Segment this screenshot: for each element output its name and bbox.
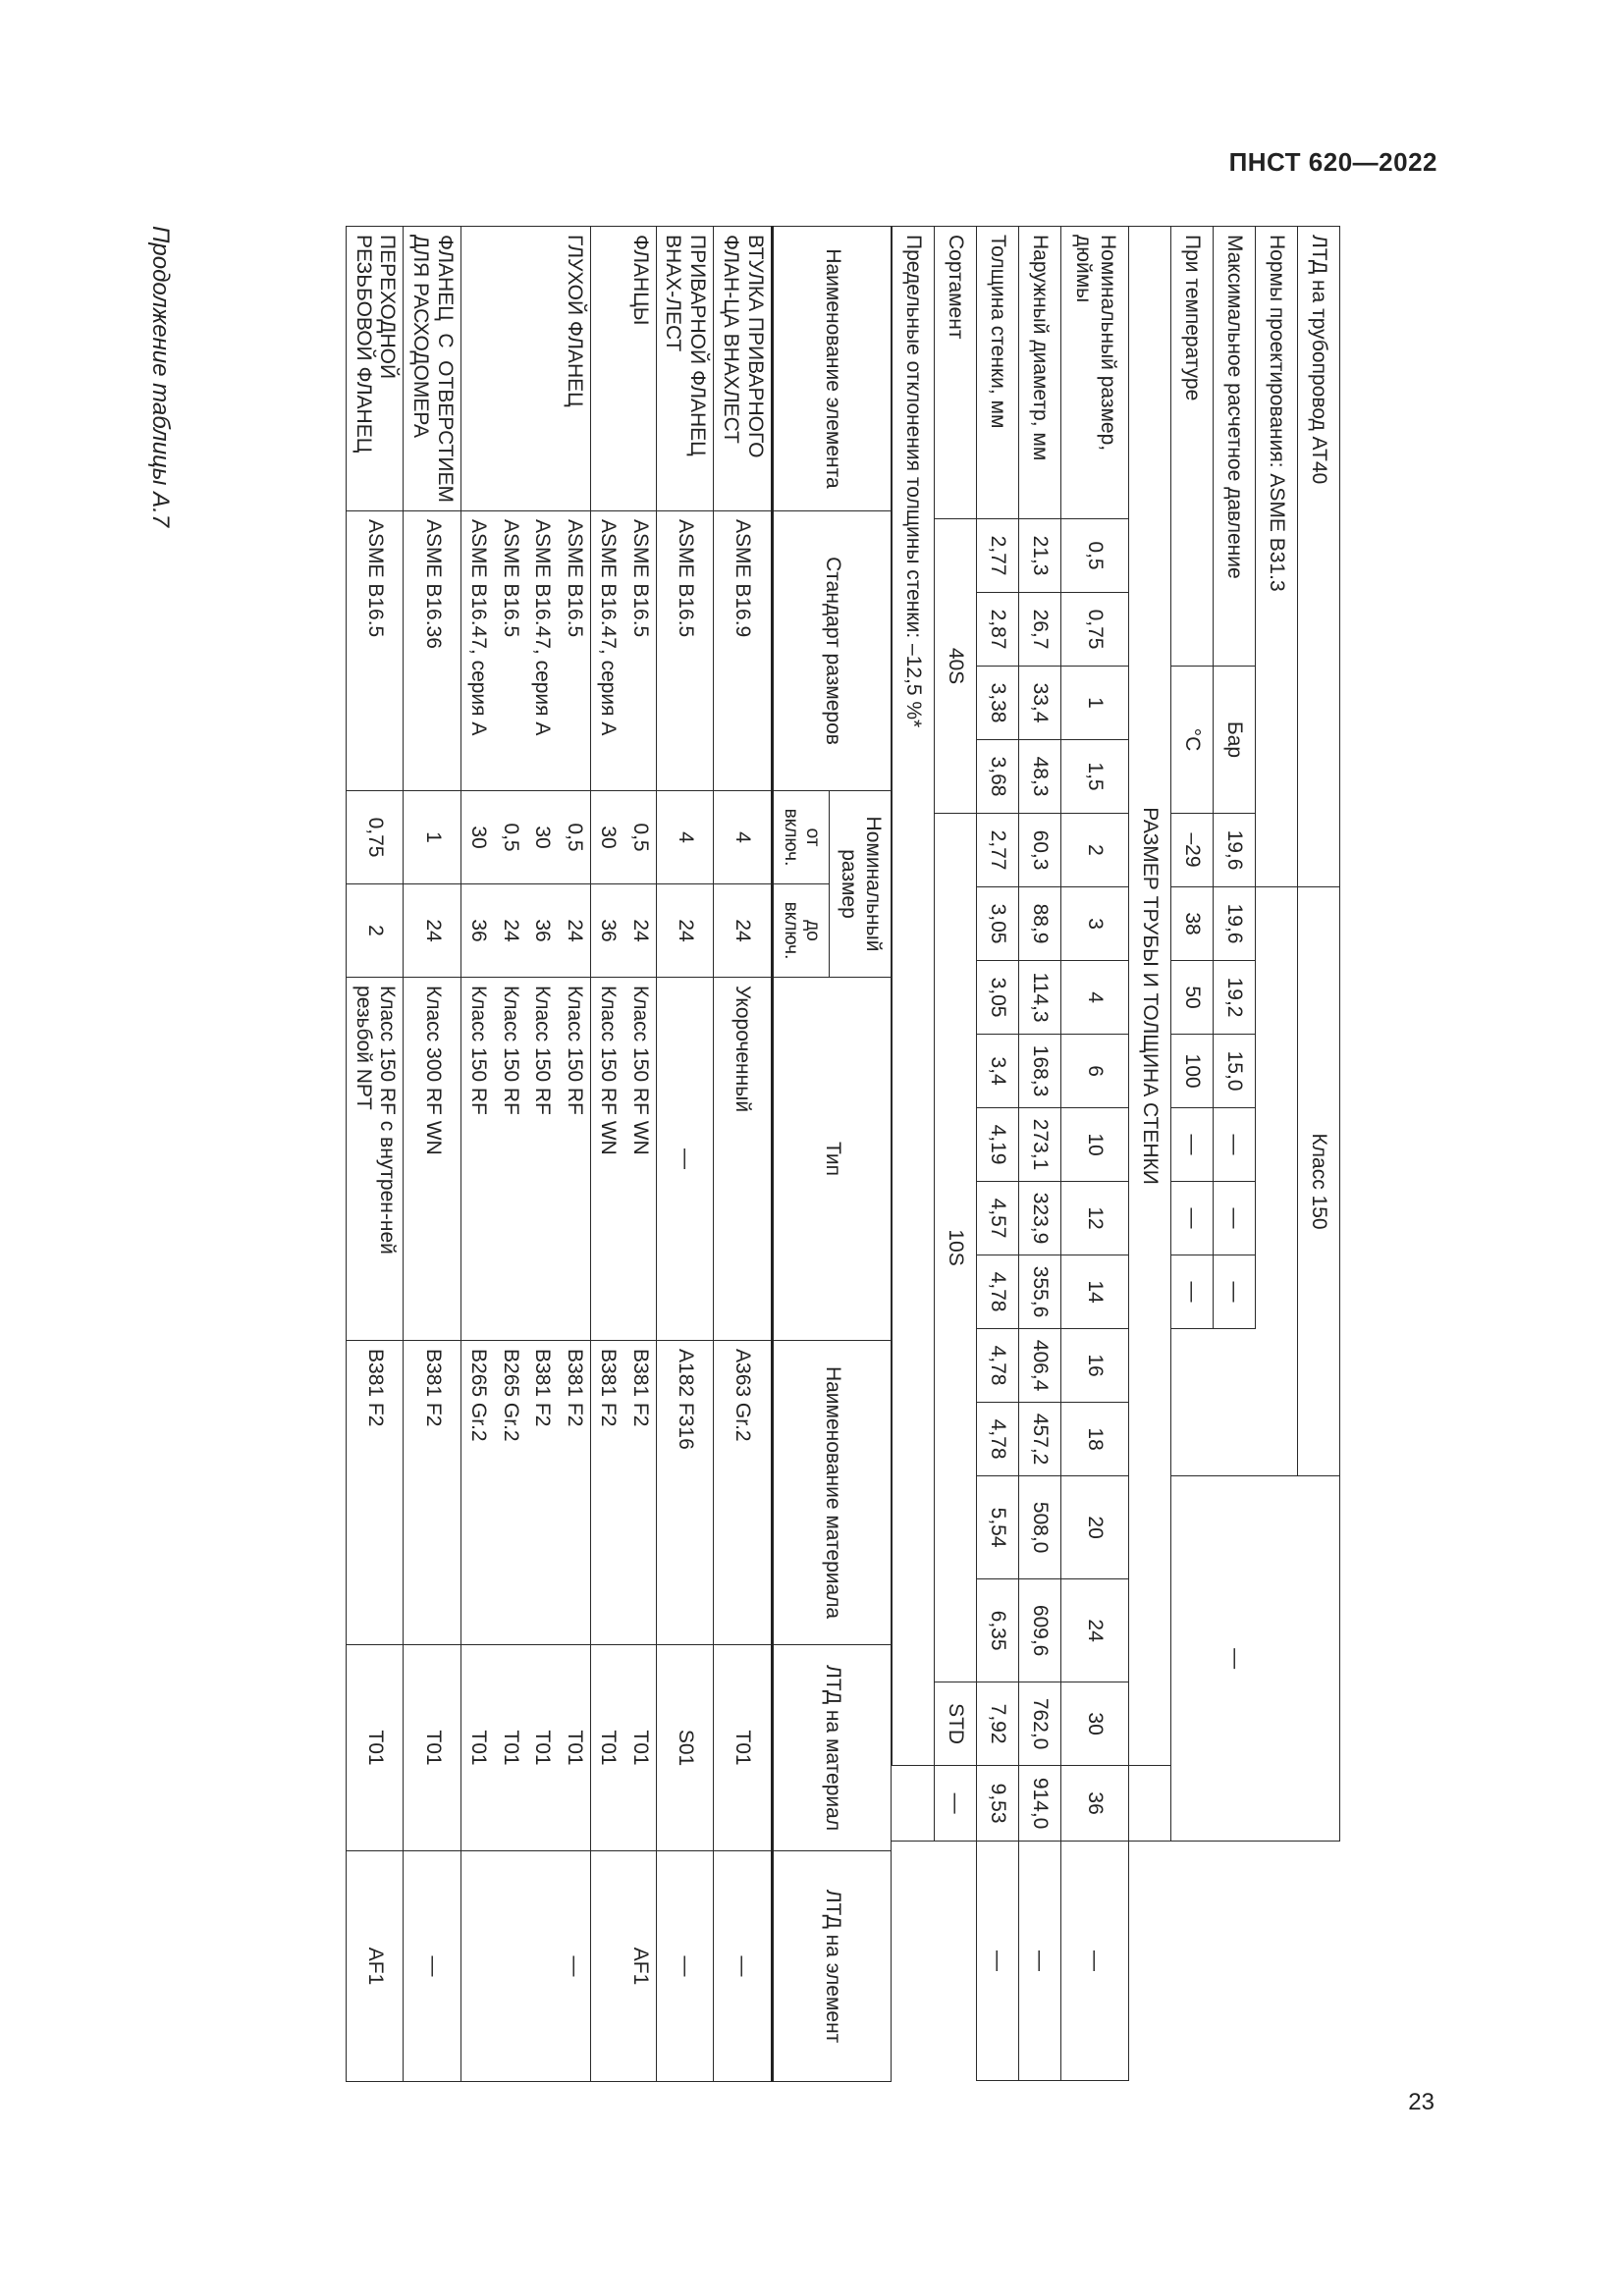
element-material: B381 F2 (623, 1341, 656, 1645)
class-label: Класс 150 (1298, 887, 1340, 1476)
element-ltd-element: — (714, 1851, 773, 2082)
tolerance-blank (893, 1766, 935, 1842)
element-material: A182 F316 (656, 1341, 714, 1645)
pressure-value: 19,6 (1214, 887, 1256, 961)
nominal-size-cell: 2 (1061, 814, 1129, 887)
elements-table (346, 226, 892, 2082)
element-to: 24 (656, 884, 714, 978)
element-material: B381 F2 (591, 1341, 623, 1645)
outer-diameter-cell: 88,9 (1019, 887, 1061, 961)
outer-diameter-cell: 355,6 (1019, 1255, 1061, 1329)
element-material: B381 F2 (404, 1341, 461, 1645)
wall-thickness-cell: 7,92 (977, 1682, 1019, 1766)
nominal-size-cell: 12 (1061, 1182, 1129, 1255)
element-type: Класс 150 RF (494, 978, 526, 1341)
document-code: ПНСТ 620—2022 (1228, 147, 1437, 177)
element-ltd-material: T01 (558, 1645, 590, 1851)
wall-thickness-cell: 2,77 (977, 519, 1019, 593)
element-to: 24 (623, 884, 656, 978)
nominal-size-cell: 1,5 (1061, 740, 1129, 814)
element-type: Укороченный (714, 978, 773, 1341)
temperature-value: — (1171, 1255, 1214, 1329)
header-blank (1298, 1476, 1340, 1842)
wall-thickness-cell: 3,4 (977, 1035, 1019, 1108)
outer-diameter-cell: 48,3 (1019, 740, 1061, 814)
col-ltd-material: ЛТД на материал (772, 1645, 891, 1851)
element-from: 0,75 (346, 791, 404, 884)
element-name: ВТУЛКА ПРИВАРНОГО ФЛАН-ЦА ВНАХЛЕСТ (714, 227, 773, 511)
schedule-40s: 40S (935, 519, 977, 814)
temperature-blank (1171, 1329, 1214, 1476)
element-ltd-material: T01 (404, 1645, 461, 1851)
element-standard: ASME B16.5 (656, 511, 714, 791)
wall-thickness-cell: 2,87 (977, 593, 1019, 667)
element-name: ПЕРЕХОДНОЙ РЕЗЬБОВОЙ ФЛАНЕЦ (346, 227, 404, 511)
wall-thickness-cell: 4,78 (977, 1329, 1019, 1403)
nominal-size-cell: 20 (1061, 1476, 1129, 1579)
pipe-table (892, 226, 1340, 2081)
element-to: 36 (461, 884, 494, 978)
element-ltd-material: T01 (461, 1645, 494, 1851)
element-type: Класс 150 RF (526, 978, 559, 1341)
outer-diameter-cell: 273,1 (1019, 1108, 1061, 1182)
ltd-pipeline-label: ЛТД на трубопровод AT40 (1298, 227, 1340, 887)
element-from: 30 (526, 791, 559, 884)
element-material: B381 F2 (526, 1341, 559, 1645)
outer-diameter-label: Наружный диаметр, мм (1019, 227, 1061, 519)
element-name: ПРИВАРНОЙ ФЛАНЕЦ ВНАХ-ЛЕСТ (656, 227, 714, 511)
outer-diameter-dash: — (1019, 1842, 1061, 2081)
wall-thickness-cell: 3,05 (977, 961, 1019, 1035)
element-to: 2 (346, 884, 404, 978)
wall-thickness-cell: 4,57 (977, 1182, 1019, 1255)
element-ltd-material: S01 (656, 1645, 714, 1851)
pressure-value: 19,2 (1214, 961, 1256, 1035)
outer-diameter-cell: 508,0 (1019, 1476, 1061, 1579)
temperature-label: При температуре (1171, 227, 1214, 667)
nominal-size-label: Номинальный размер, дюймы (1061, 227, 1129, 519)
element-ltd-element: — (404, 1851, 461, 2082)
element-type: Класс 150 RF с внутрен-ней резьбой NPT (346, 978, 404, 1341)
nominal-size-cell: 6 (1061, 1035, 1129, 1108)
temperature-value: — (1171, 1182, 1214, 1255)
element-to: 24 (404, 884, 461, 978)
schedule-label: Сортамент (935, 227, 977, 519)
outer-diameter-cell: 457,2 (1019, 1403, 1061, 1476)
element-from: 30 (591, 791, 623, 884)
pressure-blank (1214, 1329, 1256, 1476)
pressure-unit: Бар (1214, 667, 1256, 814)
element-name: ГЛУХОЙ ФЛАНЕЦ (461, 227, 591, 511)
element-from: 1 (404, 791, 461, 884)
element-type: Класс 150 RF WN (591, 978, 623, 1341)
col-standard: Стандарт размеров (772, 511, 891, 791)
pipe-section-title: РАЗМЕР ТРУБЫ И ТОЛЩИНА СТЕНКИ (1129, 227, 1171, 1766)
temperature-value: 100 (1171, 1035, 1214, 1108)
wall-thickness-cell: 5,54 (977, 1476, 1019, 1579)
temperature-value: 38 (1171, 887, 1214, 961)
tolerance-note: Предельные отклонения толщины стенки: –12,5 %* (893, 227, 935, 1766)
element-from: 0,5 (494, 791, 526, 884)
element-from: 0,5 (558, 791, 590, 884)
col-ltd-element: ЛТД на элемент (772, 1851, 891, 2082)
col-type: Тип (772, 978, 891, 1341)
nominal-size-cell: 14 (1061, 1255, 1129, 1329)
nominal-size-cell: 4 (1061, 961, 1129, 1035)
element-from: 4 (656, 791, 714, 884)
element-type: Класс 150 RF (558, 978, 590, 1341)
nominal-size-cell: 0,75 (1061, 593, 1129, 667)
schedule-10s: 10S (935, 814, 977, 1682)
temperature-value: — (1171, 1108, 1214, 1182)
pressure-value: 19,6 (1214, 814, 1256, 887)
outer-diameter-cell: 33,4 (1019, 667, 1061, 740)
element-name: ФЛАНЕЦ С ОТВЕРСТИЕМ ДЛЯ РАСХОДОМЕРА (404, 227, 461, 511)
element-ltd-element: AF1 (346, 1851, 404, 2082)
element-type: Класс 150 RF (461, 978, 494, 1341)
outer-diameter-cell: 168,3 (1019, 1035, 1061, 1108)
design-code: Нормы проектирования: ASME B31.3 (1256, 227, 1298, 887)
schedule-dash: — (935, 1766, 977, 1842)
wall-thickness-cell: 3,05 (977, 887, 1019, 961)
nominal-size-cell: 30 (1061, 1682, 1129, 1766)
element-ltd-material: T01 (526, 1645, 559, 1851)
col-from: от включ. (772, 791, 830, 884)
nominal-size-cell: 1 (1061, 667, 1129, 740)
element-standard: ASME B16.5 (558, 511, 590, 791)
element-material: B265 Gr.2 (461, 1341, 494, 1645)
wall-thickness-cell: 4,78 (977, 1403, 1019, 1476)
element-from: 30 (461, 791, 494, 884)
header-dash: — (1171, 1476, 1298, 1842)
element-type: — (656, 978, 714, 1341)
outer-diameter-cell: 60,3 (1019, 814, 1061, 887)
max-pressure-label: Максимальное расчетное давление (1214, 227, 1256, 667)
schedule-std: STD (935, 1682, 977, 1766)
wall-thickness-label: Толщина стенки, мм (977, 227, 1019, 519)
wall-thickness-cell: 4,78 (977, 1255, 1019, 1329)
element-to: 36 (526, 884, 559, 978)
element-material: A363 Gr.2 (714, 1341, 773, 1645)
element-type: Класс 150 RF WN (623, 978, 656, 1341)
element-ltd-element: AF1 (591, 1851, 657, 2082)
element-ltd-material: T01 (623, 1645, 656, 1851)
element-to: 24 (494, 884, 526, 978)
element-to: 36 (591, 884, 623, 978)
outer-diameter-cell: 323,9 (1019, 1182, 1061, 1255)
nominal-size-dash: — (1061, 1842, 1129, 2081)
rotated-table-area (123, 226, 1340, 2081)
element-type: Класс 300 RF WN (404, 978, 461, 1341)
element-standard: ASME B16.47, серия А (591, 511, 623, 791)
nominal-size-cell: 10 (1061, 1108, 1129, 1182)
element-from: 4 (714, 791, 773, 884)
element-name: ФЛАНЦЫ (591, 227, 657, 511)
element-material: B265 Gr.2 (494, 1341, 526, 1645)
element-standard: ASME B16.47, серия А (526, 511, 559, 791)
temperature-unit: °C (1171, 667, 1214, 814)
col-nominal-size: Номинальный размер (830, 791, 892, 978)
element-standard: ASME B16.36 (404, 511, 461, 791)
element-ltd-material: T01 (591, 1645, 623, 1851)
col-material: Наименование материала (772, 1341, 891, 1645)
pressure-value: — (1214, 1255, 1256, 1329)
wall-thickness-cell: 6,35 (977, 1579, 1019, 1682)
element-material: B381 F2 (558, 1341, 590, 1645)
outer-diameter-cell: 762,0 (1019, 1682, 1061, 1766)
element-to: 24 (714, 884, 773, 978)
outer-diameter-cell: 609,6 (1019, 1579, 1061, 1682)
outer-diameter-cell: 914,0 (1019, 1766, 1061, 1842)
outer-diameter-cell: 26,7 (1019, 593, 1061, 667)
temperature-value: –29 (1171, 814, 1214, 887)
col-element-name: Наименование элемента (772, 227, 891, 511)
element-standard: ASME B16.9 (714, 511, 773, 791)
element-standard: ASME B16.5 (623, 511, 656, 791)
element-standard: ASME B16.5 (346, 511, 404, 791)
wall-thickness-cell: 3,68 (977, 740, 1019, 814)
wall-thickness-cell: 9,53 (977, 1766, 1019, 1842)
pressure-value: — (1214, 1108, 1256, 1182)
col-to: до включ. (772, 884, 830, 978)
nominal-size-cell: 16 (1061, 1329, 1129, 1403)
element-from: 0,5 (623, 791, 656, 884)
outer-diameter-cell: 21,3 (1019, 519, 1061, 593)
element-standard: ASME B16.5 (494, 511, 526, 791)
wall-thickness-cell: 4,19 (977, 1108, 1019, 1182)
wall-thickness-cell: 2,77 (977, 814, 1019, 887)
table-caption: Продолжение таблицы А.7 (147, 226, 174, 528)
wall-thickness-cell: 3,38 (977, 667, 1019, 740)
outer-diameter-cell: 406,4 (1019, 1329, 1061, 1403)
element-ltd-material: T01 (494, 1645, 526, 1851)
nominal-size-cell: 3 (1061, 887, 1129, 961)
nominal-size-cell: 36 (1061, 1766, 1129, 1842)
temperature-value: 50 (1171, 961, 1214, 1035)
element-ltd-material: T01 (714, 1645, 773, 1851)
outer-diameter-cell: 114,3 (1019, 961, 1061, 1035)
element-material: B381 F2 (346, 1341, 404, 1645)
element-ltd-element: — (461, 1851, 591, 2082)
pipe-title-blank (1129, 1766, 1171, 1842)
element-to: 24 (558, 884, 590, 978)
element-standard: ASME B16.47, серия А (461, 511, 494, 791)
table-container (346, 226, 1340, 2081)
design-blank (1256, 887, 1298, 1476)
nominal-size-cell: 18 (1061, 1403, 1129, 1476)
element-ltd-element: — (656, 1851, 714, 2082)
nominal-size-cell: 24 (1061, 1579, 1129, 1682)
pressure-value: — (1214, 1182, 1256, 1255)
wall-thickness-dash: — (977, 1842, 1019, 2081)
page-number: 23 (1408, 2089, 1435, 2115)
pressure-value: 15,0 (1214, 1035, 1256, 1108)
nominal-size-cell: 0,5 (1061, 519, 1129, 593)
element-ltd-material: T01 (346, 1645, 404, 1851)
